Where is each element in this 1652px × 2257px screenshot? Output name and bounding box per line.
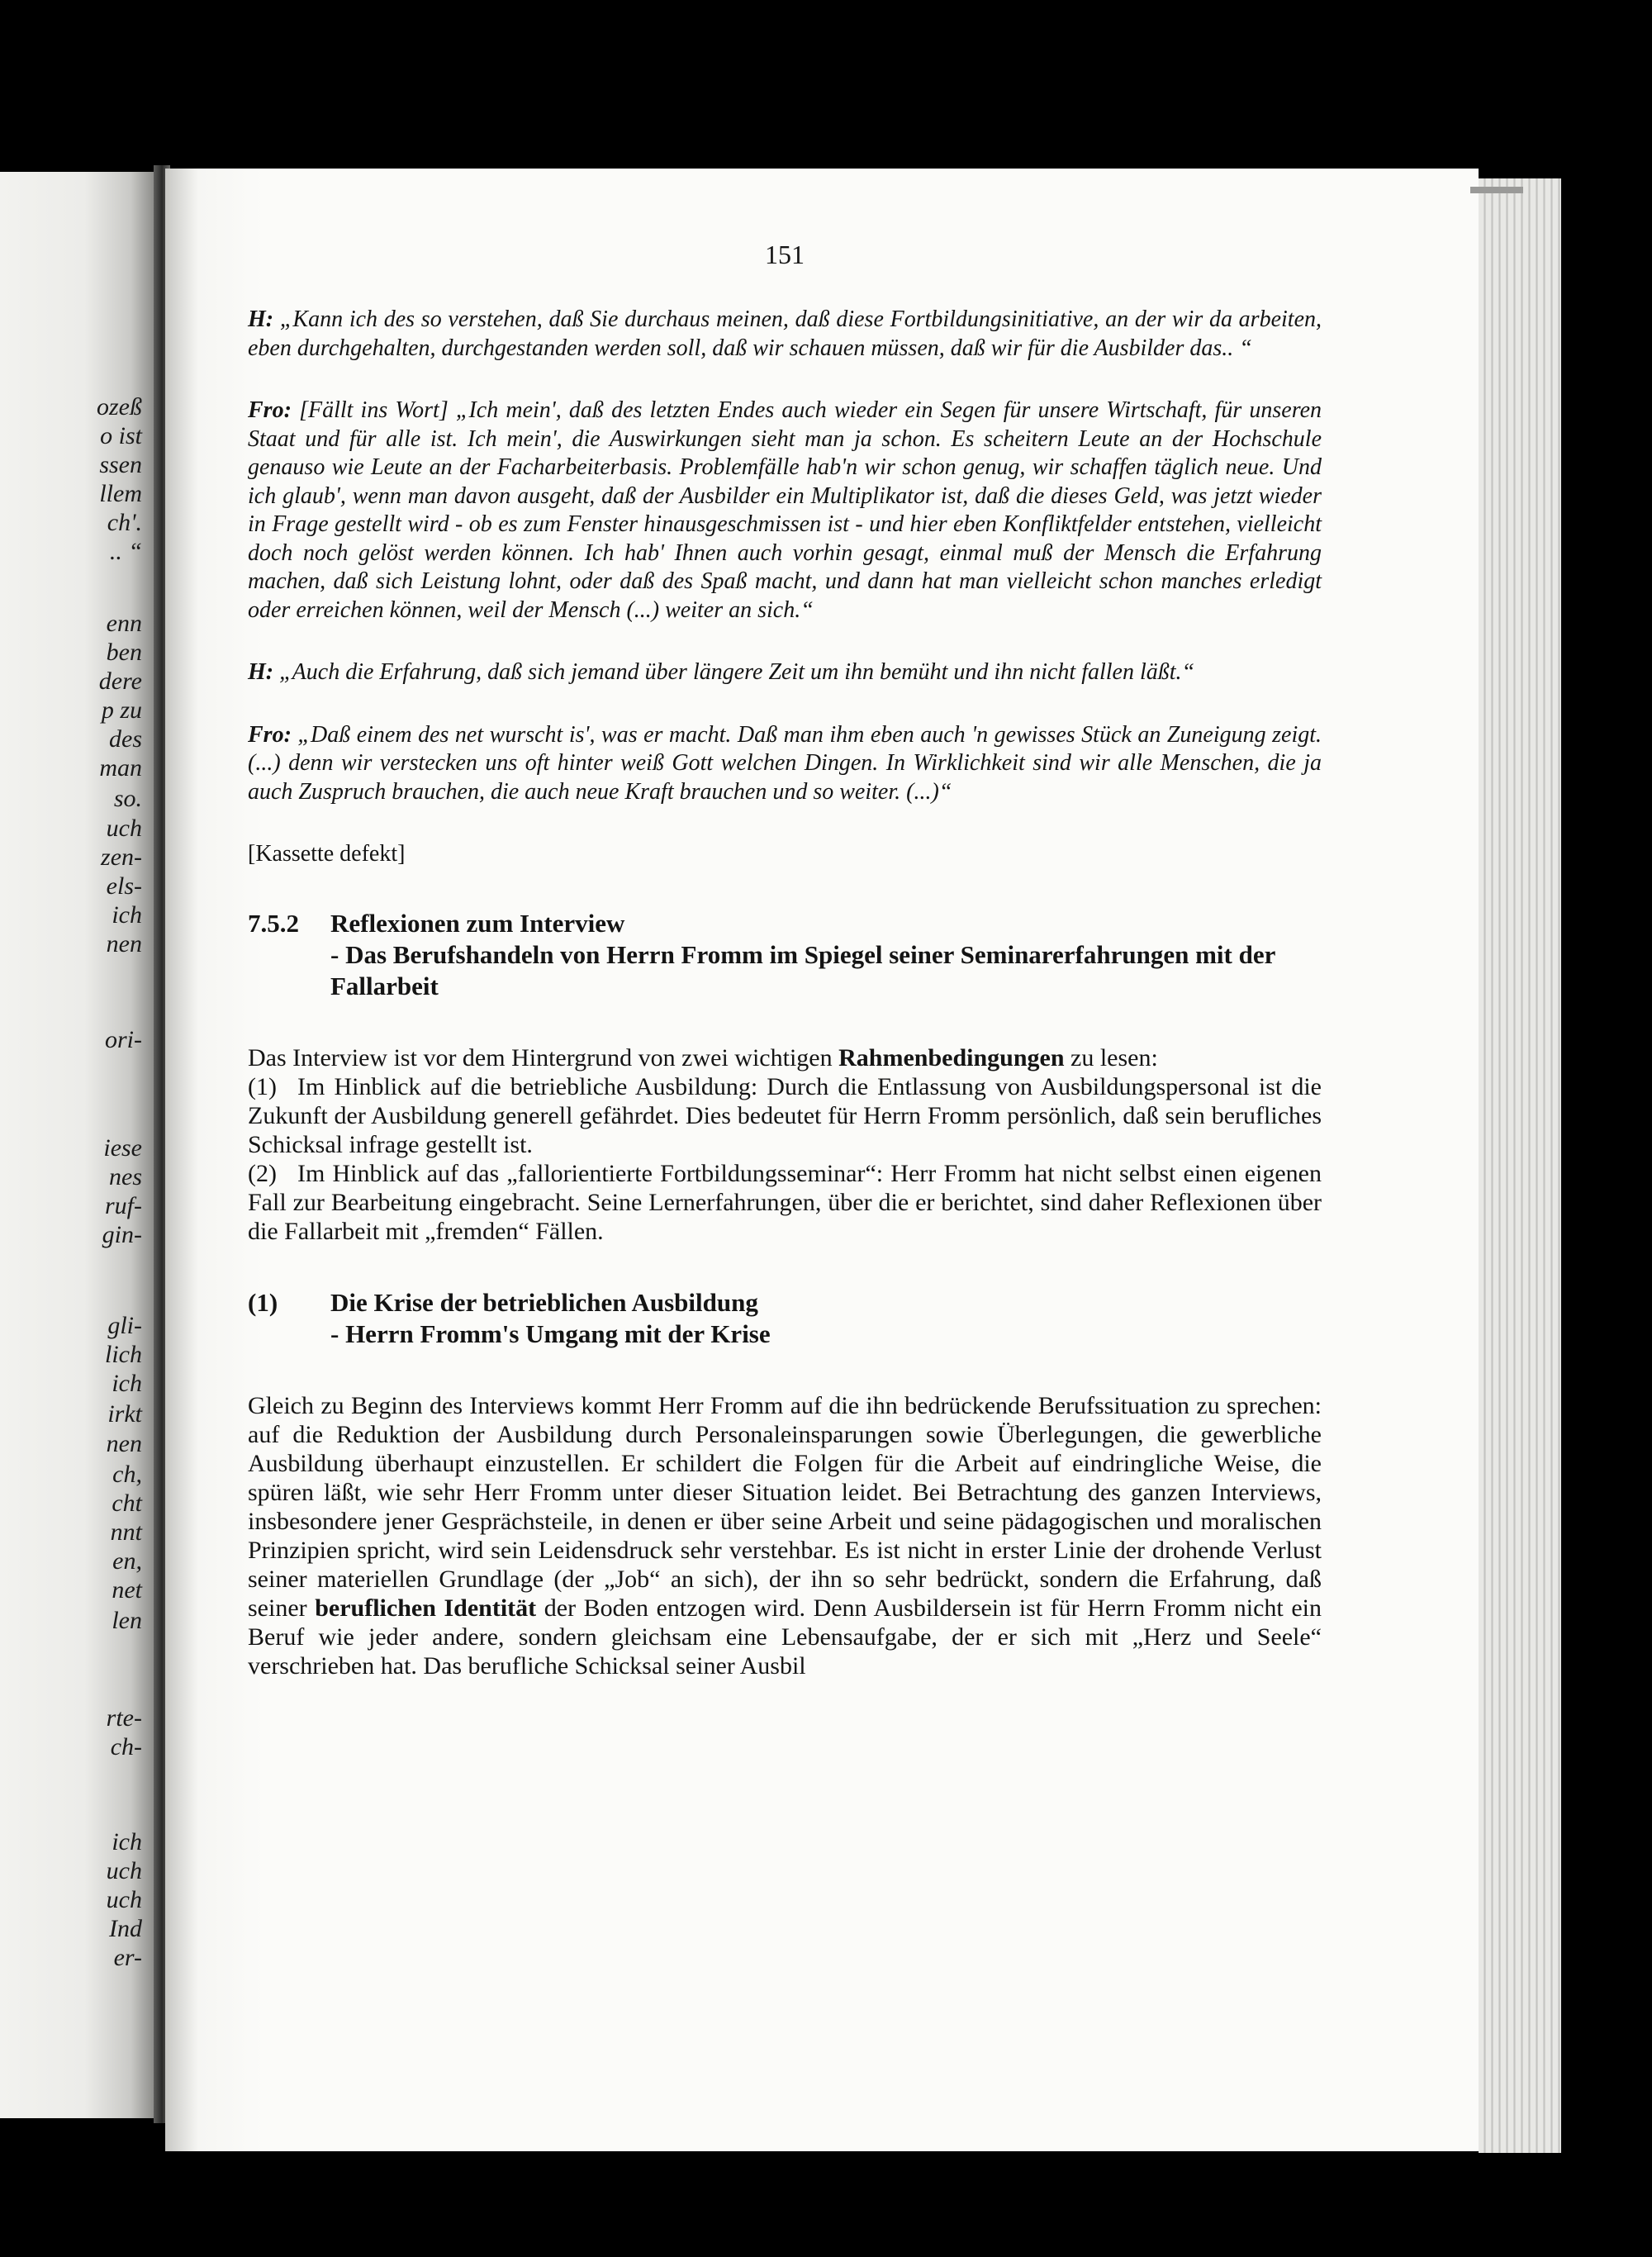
left-page-fragment: er- xyxy=(113,1944,142,1971)
intro-sentence: Das Interview ist vor dem Hintergrund von zwei wichtigen Rahmenbedingungen zu lesen: xyxy=(248,1044,1158,1071)
speaker-label: Fro: xyxy=(248,721,292,748)
left-page-fragment: cht xyxy=(112,1490,142,1517)
subsection-number: (1) xyxy=(248,1288,278,1317)
left-page-fragment: ozeß xyxy=(97,393,142,421)
condition-1: (1) Im Hinblick auf die betriebliche Ausbildung: Durch die Entlassung von Ausbildungspersonal ist die Zukunft der Ausbildung generell gefährdet. Dies bedeutet für Herrn Fromm persönlich, daß sein berufliches Schicksal infrage gestellt ist. xyxy=(248,1073,1322,1158)
left-page-fragment: lich xyxy=(105,1341,142,1368)
intro-paragraph xyxy=(248,1043,1322,1246)
interview-turn xyxy=(248,658,1322,687)
left-page-fragment: ich xyxy=(112,901,142,929)
subsection-title xyxy=(330,1287,1322,1350)
section-title-line1: Reflexionen zum Interview xyxy=(330,909,625,938)
left-page-fragment: uch xyxy=(106,1886,142,1913)
speaker-label: H: xyxy=(248,659,274,685)
section-heading xyxy=(248,908,1322,1002)
interview-turn xyxy=(248,306,1322,363)
interview-turn xyxy=(248,721,1322,807)
left-page-fragment: uch xyxy=(106,1857,142,1884)
section-title-line2: - Das Berufshandeln von Herrn Fromm im Spiegel seiner Seminarerfahrungen mit der Fallarbeit xyxy=(330,940,1275,1000)
speaker-label: H: xyxy=(248,306,274,332)
left-page-fragment: dere xyxy=(98,668,142,695)
left-page-fragment: p zu xyxy=(101,696,142,724)
interview-turn xyxy=(248,397,1322,625)
left-page-fragment: man xyxy=(99,754,142,782)
left-page-fragment: enn xyxy=(106,610,142,637)
left-page-fragment: nes xyxy=(109,1163,142,1190)
left-page-fragment: ch, xyxy=(112,1461,142,1488)
section-title xyxy=(330,908,1322,1002)
speaker-text: [Fällt ins Wort] „Ich mein', daß des letzten Endes auch wieder ein Segen für unsere Wirtschaft, für unseren Staat und für alle ist. Ich mein', die Auswirkungen sieht man ja schon. Es scheitern Leute an der Hochschule genauso wie Leute an der Facharbeiterbasis. Problemfälle hab'n wir schon genug, wir schaffen täglich neue. Und ich glaub', wenn man davon ausgeht, daß der Ausbilder ein Multiplikator ist, daß die dieses Geld, was jetzt wieder in Frage gestellt wird - ob es zum Fenster hinausgeschmissen ist - und hier eben Konfliktfelder entstehen, vielleicht doch noch gelöst werden können. Ich hab' Ihnen auch vorhin gesagt, einmal muß der Mensch die Erfahrung machen, daß sich Leistung lohnt, oder daß des Spaß macht, und dann hat man vielleicht schon manches erledigt oder erreichen können, weil der Mensch (...) weiter an sich.“ xyxy=(248,397,1322,623)
page-number: 151 xyxy=(765,240,805,269)
body-paragraph: Gleich zu Beginn des Interviews kommt Herr Fromm auf die ihn bedrückende Berufssituation zu sprechen: auf die Reduktion der Ausbildung durch Personaleinsparungen sowie Überlegungen, die gewerbliche Ausbildung überhaupt einzustellen. Er schildert die Folgen für die Arbeit auf eindringliche Weise, die spüren läßt, wie sehr Herr Fromm unter dieser Situation leidet. Bei Betrachtung des ganzen Interviews, insbesondere jener Gesprächsteile, in denen er über seine Arbeit und seine pädagogischen und moralischen Prinzipien spricht, wird sein Leidensdruck sehr verstehbar. Es ist nicht in erster Linie der drohende Verlust seiner materiellen Grundlage (der „Job“ an sich), der ihn so sehr bedrückt, sondern die Erfahrung, daß seiner beruflichen Identität der Boden entzogen wird. Denn Ausbildersein ist für Herrn Fromm nicht ein Beruf wie jeder andere, sondern gleichsam eine Lebensaufgabe, der er sich mit „Herz und Seele“ verschrieben hat. Das berufliche Schicksal seiner Ausbil xyxy=(248,1392,1322,1680)
left-page-fragment: uch xyxy=(106,815,142,842)
left-page xyxy=(0,172,154,2118)
left-page-fragment: en, xyxy=(112,1547,142,1575)
left-page-fragment: ruf- xyxy=(105,1192,142,1219)
left-page-fragment: nen xyxy=(106,930,142,957)
left-page-fragment: Ind xyxy=(109,1915,142,1942)
left-page-fragment: ich xyxy=(112,1828,142,1855)
left-page-fragment: ssen xyxy=(99,451,142,478)
left-page-fragment: .. “ xyxy=(109,538,142,565)
bold-term-berufliche-identitaet: beruflichen Identität xyxy=(315,1594,537,1622)
page-content xyxy=(248,240,1322,1722)
speaker-label: Fro: xyxy=(248,397,292,423)
left-page-fragment: rte- xyxy=(106,1704,142,1732)
subsection-heading xyxy=(248,1287,1322,1350)
left-page-fragment: iese xyxy=(103,1134,142,1162)
bold-term-rahmenbedingungen: Rahmenbedingungen xyxy=(838,1044,1065,1071)
subsection-title-line2: - Herrn Fromm's Umgang mit der Krise xyxy=(330,1319,771,1348)
condition-2: (2) Im Hinblick auf das „fallorientierte Fortbildungsseminar“: Herr Fromm hat nicht selbst einen eigenen Fall zur Bearbeitung eingebracht. Seine Lernerfahrungen, über die er berichtet, sind daher Reflexionen über die Fallarbeit mit „fremden“ Fällen. xyxy=(248,1160,1322,1245)
left-page-fragment: ori- xyxy=(105,1026,142,1053)
page-edges xyxy=(1479,178,1561,2153)
left-page-fragment: so. xyxy=(113,785,142,812)
left-page-fragment: ich xyxy=(112,1370,142,1397)
left-page-fragment: irkt xyxy=(107,1400,142,1428)
left-page-fragment: nnt xyxy=(110,1518,142,1546)
left-page-fragment: gin- xyxy=(102,1221,142,1248)
left-page-fragment: o ist xyxy=(100,422,142,449)
speaker-text: „Daß einem des net wurscht is', was er macht. Daß man ihm eben auch 'n gewisses Stück an Zuneigung zeigt. (...) denn wir verstecken uns oft hinter weiß Gott welchen Dingen. In Wirklichkeit sind wir alle Menschen, die ja auch Zuspruch brauchen, die auch neue Kraft brauchen und so weiter. (...)“ xyxy=(248,721,1322,805)
left-page-fragment: len xyxy=(112,1607,142,1634)
left-page-fragment: net xyxy=(112,1576,142,1604)
cassette-note: [Kassette defekt] xyxy=(248,841,406,867)
speaker-text: „Auch die Erfahrung, daß sich jemand über längere Zeit um ihn bemüht und ihn nicht fallen läßt.“ xyxy=(279,659,1195,685)
interview-transcript xyxy=(248,306,1322,806)
left-page-fragment: els- xyxy=(106,872,142,900)
section-number: 7.5.2 xyxy=(248,909,299,938)
left-page-fragment: llem xyxy=(99,480,142,507)
subsection-title-line1: Die Krise der betrieblichen Ausbildung xyxy=(330,1288,758,1317)
page-edge-highlight xyxy=(1470,187,1523,193)
speaker-text: „Kann ich des so verstehen, daß Sie durchaus meinen, daß diese Fortbildungsinitiative, an der wir da arbeiten, eben durchgehalten, durchgestanden werden soll, daß wir schauen müssen, daß wir für die Ausbilder das.. “ xyxy=(248,306,1322,361)
left-page-fragment: des xyxy=(109,725,142,753)
left-page-fragment: zen- xyxy=(101,843,142,871)
left-page-fragment: ch- xyxy=(110,1733,142,1760)
left-page-fragment: ben xyxy=(106,639,142,666)
left-page-fragment: gli- xyxy=(107,1312,142,1339)
left-page-fragment: nen xyxy=(106,1430,142,1457)
left-page-fragment: ch'. xyxy=(107,509,142,536)
